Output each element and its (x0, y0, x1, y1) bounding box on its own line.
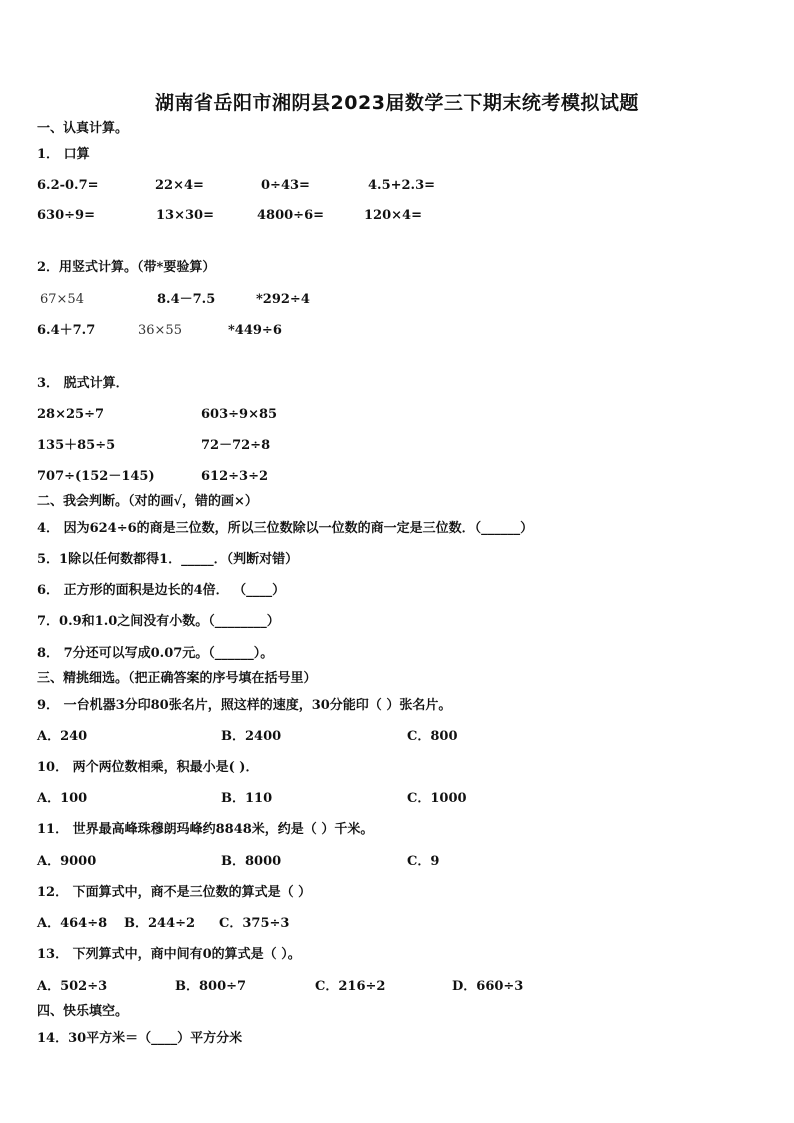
vertical-calc-item: 8.4－7.5 (157, 292, 216, 307)
question-11: 11． 世界最高峰珠穆朗玛峰约8848米，约是（ ）千米。 (37, 822, 374, 837)
option-a: A．100 (37, 791, 88, 806)
calc-item: 4800÷6= (257, 208, 325, 223)
question-10: 10． 两个两位数相乘，积最小是( )． (37, 760, 259, 775)
question-5: 5．1除以任何数都得1．_____．（判断对错） (37, 552, 299, 567)
question-2-label: 2．用竖式计算。（带*要验算） (37, 260, 216, 275)
question-1-label: 1． 口算 (37, 147, 90, 162)
option-b: B．8000 (221, 854, 282, 869)
option-a: A．9000 (37, 854, 97, 869)
calc-item: 22×4= (155, 178, 204, 193)
vertical-calc-item: 6.4＋7.7 (37, 323, 96, 338)
question-9: 9． 一台机器3分印80张名片，照这样的速度，30分能印（ ）张名片。 (37, 698, 452, 713)
calc-item: 6.2-0.7= (37, 178, 99, 193)
option-d: D．660÷3 (452, 979, 524, 994)
option-c: C．9 (407, 854, 440, 869)
section-heading-1: 一、认真计算。 (37, 121, 129, 136)
option-b: B．2400 (221, 729, 282, 744)
option-a: A．240 (37, 729, 88, 744)
page-title: 湖南省岳阳市湘阴县2023届数学三下期末统考模拟试题 (155, 92, 639, 114)
question-12: 12． 下面算式中，商不是三位数的算式是（ ） (37, 885, 312, 900)
option-c: C．1000 (407, 791, 467, 806)
vertical-calc-item: 67×54 (40, 292, 84, 307)
question-8: 8． 7分还可以写成0.07元。（______）。 (37, 646, 274, 661)
option-c: C．800 (407, 729, 458, 744)
option-a: A．464÷8 (37, 916, 108, 931)
option-b: B．800÷7 (175, 979, 247, 994)
question-13: 13． 下列算式中，商中间有0的算式是（ ）。 (37, 947, 301, 962)
mixed-calc-item: 612÷3÷2 (201, 469, 269, 484)
mixed-calc-item: 707÷(152－145) (37, 469, 155, 484)
option-c: C．216÷2 (315, 979, 386, 994)
mixed-calc-item: 135＋85÷5 (37, 438, 116, 453)
option-c: C．375÷3 (219, 916, 290, 931)
vertical-calc-item: 36×55 (138, 323, 182, 338)
mixed-calc-item: 603÷9×85 (201, 407, 278, 422)
option-a: A．502÷3 (37, 979, 108, 994)
option-b: B．244÷2 (124, 916, 196, 931)
vertical-calc-item: *292÷4 (256, 292, 310, 307)
option-b: B．110 (221, 791, 273, 806)
calc-item: 13×30= (156, 208, 214, 223)
mixed-calc-item: 28×25÷7 (37, 407, 105, 422)
calc-item: 0÷43= (261, 178, 310, 193)
section-heading-2: 二、我会判断。（对的画√，错的画×） (37, 494, 258, 509)
section-heading-3: 三、精挑细选。（把正确答案的序号填在括号里） (37, 671, 317, 686)
question-4: 4． 因为624÷6的商是三位数，所以三位数除以一位数的商一定是三位数．（______） (37, 521, 534, 536)
calc-item: 120×4= (364, 208, 422, 223)
question-6: 6． 正方形的面积是边长的4倍． （____） (37, 583, 286, 598)
question-7: 7．0.9和1.0之间没有小数。（________） (37, 614, 280, 629)
calc-item: 630÷9= (37, 208, 95, 223)
question-3-label: 3． 脱式计算． (37, 376, 129, 391)
section-heading-4: 四、快乐填空。 (37, 1004, 129, 1019)
vertical-calc-item: *449÷6 (228, 323, 282, 338)
mixed-calc-item: 72－72÷8 (201, 438, 271, 453)
calc-item: 4.5+2.3= (368, 178, 436, 193)
question-14: 14．30平方米＝（____）平方分米 (37, 1031, 243, 1046)
